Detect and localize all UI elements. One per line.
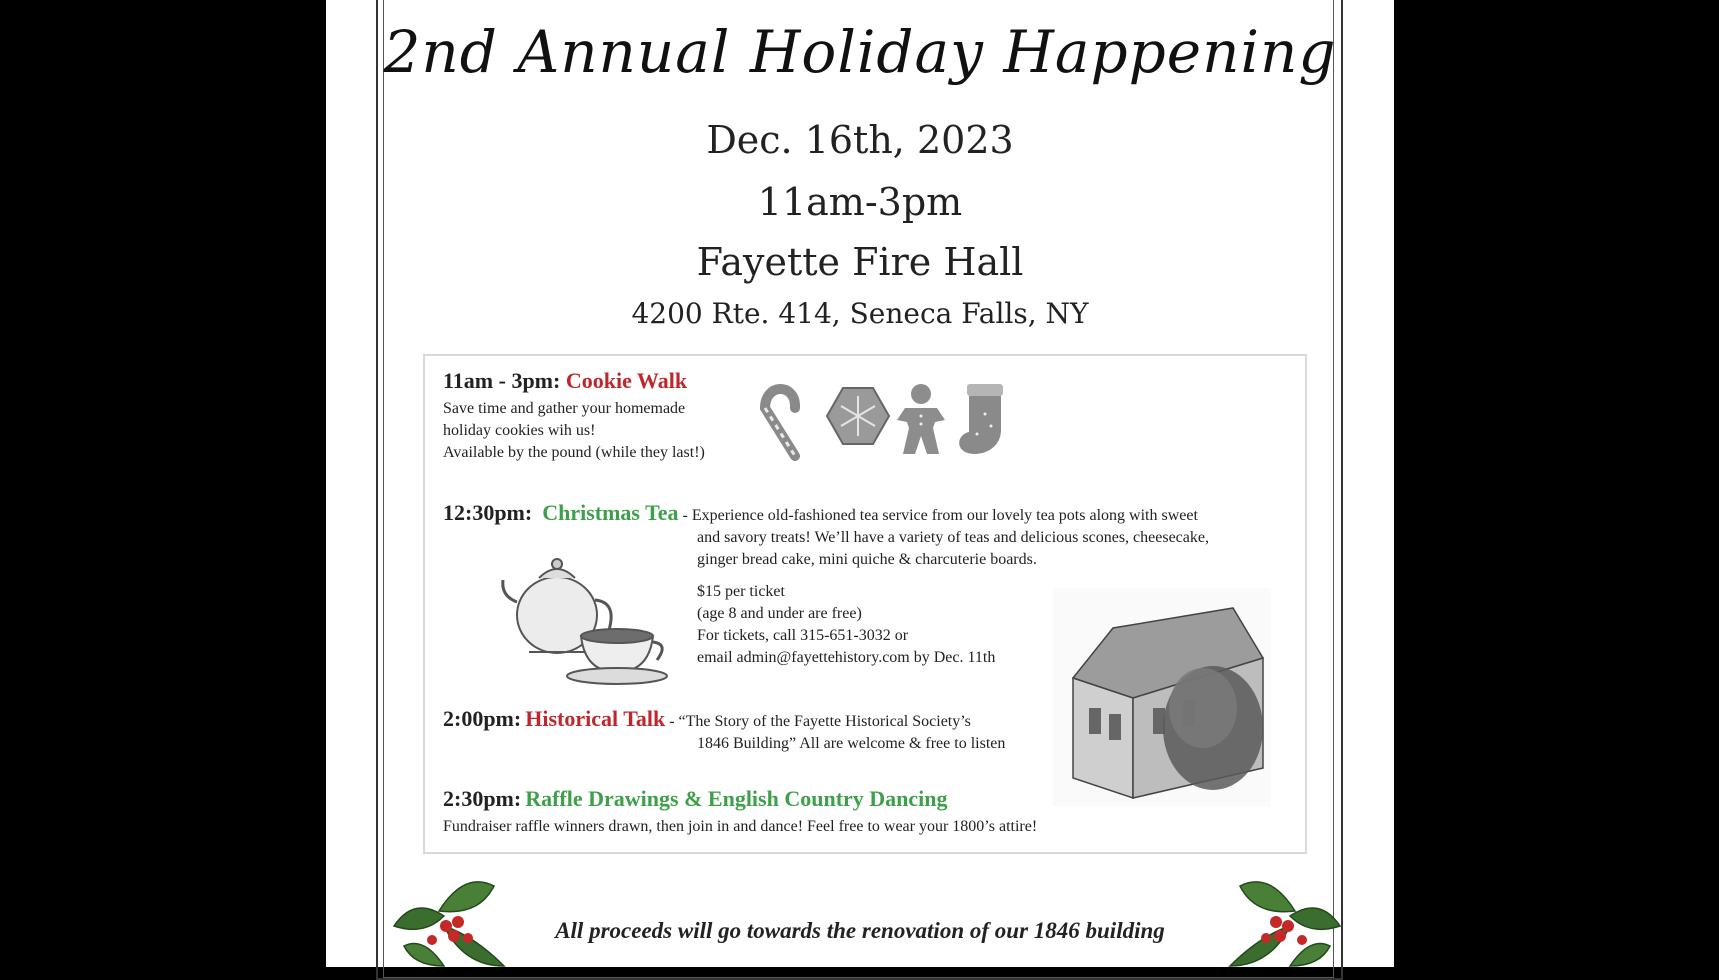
historical-talk-name: Historical Talk <box>525 706 666 731</box>
christmas-tea-desc3: ginger bread cake, mini quiche & charcuterie boards. <box>697 551 1037 568</box>
ticket-price: $15 per ticket <box>697 583 785 600</box>
stocking-icon <box>959 384 1003 454</box>
historic-building-icon <box>1053 588 1271 806</box>
cookie-walk-desc <box>443 398 733 464</box>
event-address: 4200 Rte. 414, Seneca Falls, NY <box>631 297 1089 330</box>
raffle-name: Raffle Drawings & English Country Dancing <box>525 786 948 811</box>
holly-right-icon <box>1200 866 1350 967</box>
ticket-phone: For tickets, call 315-651-3032 or <box>697 627 909 644</box>
raffle-desc: Fundraiser raffle winners drawn, then join in and dance! Feel free to wear your 1800’s attire! <box>443 818 1038 835</box>
cookie-walk-name: Cookie Walk <box>565 368 688 393</box>
christmas-tea-desc1: - Experience old-fashioned tea service from our lovely tea pots along with sweet <box>682 507 1198 524</box>
historical-talk-time: 2:00pm: <box>443 706 522 731</box>
christmas-tea-heading-row <box>443 500 1303 527</box>
tree-icon <box>1163 666 1263 790</box>
raffle-section <box>443 786 1303 838</box>
cookie-walk-heading <box>443 368 733 394</box>
proceeds-note: All proceeds will go towards the renovation of our 1846 building <box>555 918 1165 943</box>
raffle-heading-row <box>443 786 1303 812</box>
historical-talk-desc2: 1846 Building” All are welcome & free to listen <box>697 735 1006 752</box>
ticket-email: email admin@fayettehistory.com by Dec. 11th <box>697 649 996 666</box>
holly-left-icon <box>384 866 534 967</box>
event-date: Dec. 16th, 2023 <box>706 118 1014 162</box>
cookie-walk-time: 11am - 3pm: <box>443 368 561 393</box>
snowflake-cookie-icon <box>827 388 889 444</box>
event-venue: Fayette Fire Hall <box>696 240 1024 284</box>
cookie-walk-line1: Save time and gather your homemade <box>443 400 686 417</box>
christmas-tea-desc2: and savory treats! We’ll have a variety of teas and delicious scones, cheesecake, <box>697 529 1209 546</box>
raffle-time: 2:30pm: <box>443 786 522 811</box>
gingerbread-icon <box>897 384 945 454</box>
flyer-page <box>326 0 1394 967</box>
ticket-age-note: (age 8 and under are free) <box>697 605 862 622</box>
cookie-walk-line3: Available by the pound (while they last!) <box>443 444 705 461</box>
historical-talk-section <box>443 706 1043 755</box>
teapot-icon <box>499 540 679 690</box>
cookie-walk-section <box>443 368 733 464</box>
schedule-box <box>423 354 1307 854</box>
cookie-icons <box>755 378 1015 462</box>
event-time: 11am-3pm <box>757 180 963 224</box>
historical-talk-desc1: - “The Story of the Fayette Historical Society’s <box>669 713 971 730</box>
christmas-tea-time: 12:30pm: <box>443 500 533 525</box>
christmas-tea-name: Christmas Tea <box>542 500 679 525</box>
teacup-icon <box>567 629 667 684</box>
candy-cane-icon <box>765 389 795 456</box>
cookie-walk-line2: holiday cookies wih us! <box>443 422 596 439</box>
event-title: 2nd Annual Holiday Happening <box>383 18 1337 86</box>
historical-talk-heading-row <box>443 706 1043 733</box>
